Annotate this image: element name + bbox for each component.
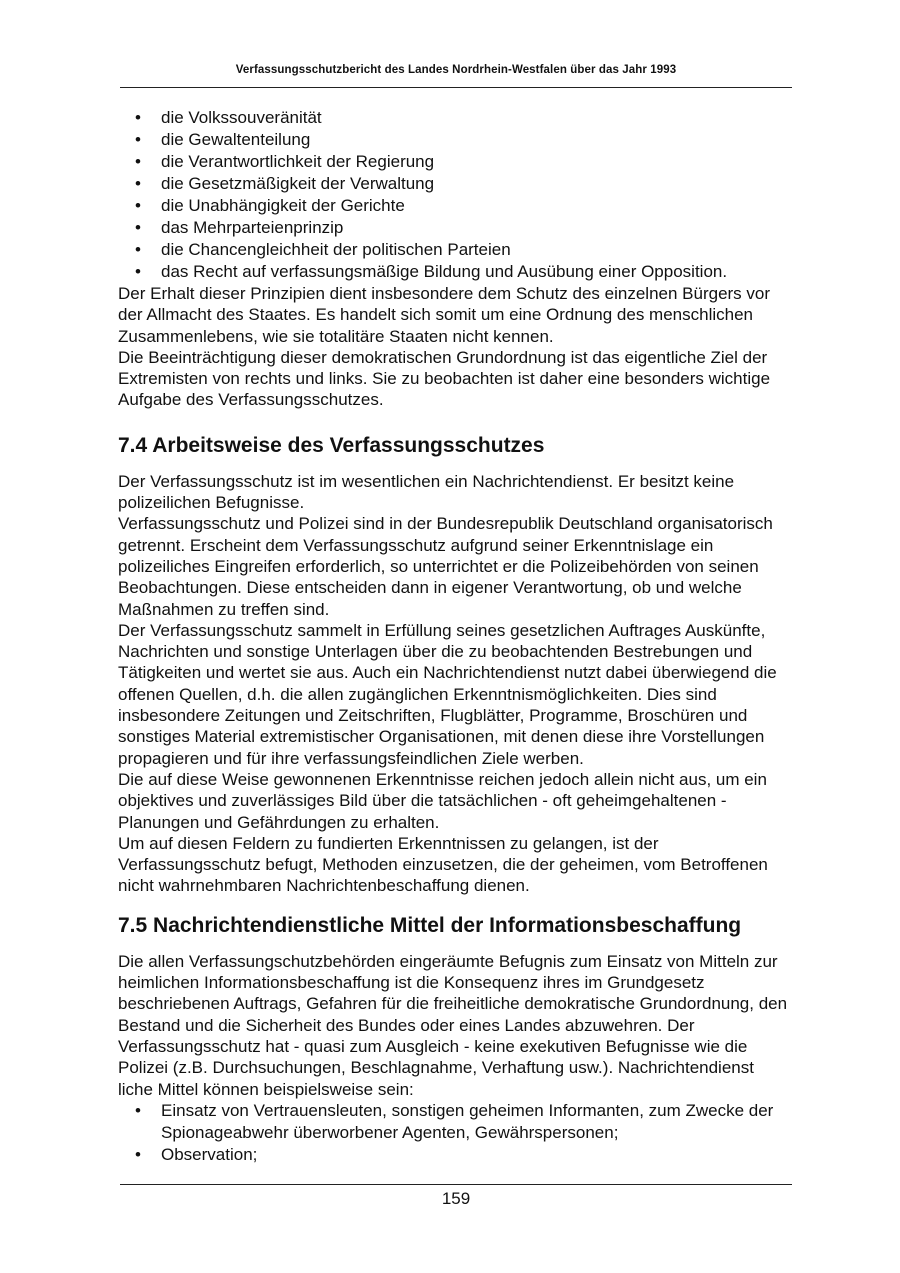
list-item: • die Unabhängigkeit der Gerichte xyxy=(118,195,790,217)
header-rule xyxy=(120,87,792,88)
list-item: • das Mehrparteienprinzip xyxy=(118,217,790,239)
page-number: 159 xyxy=(441,1189,471,1208)
page-body xyxy=(118,107,790,1166)
paragraph: Die allen Verfassungschutzbehörden eingeräumte Befugnis zum Einsatz von Mitteln zur heimlichen Informationsbeschaffung ist die Konsequenz ihres im Grundgesetz beschriebenen Auftrags, Gefahren für die freiheitliche demokratische Grundordnung, den Bestand und die Sicherheit des Bundes oder eines Landes abzuwehren. Der Verfassungsschutz hat - quasi zum Ausgleich - keine exekutiven Befugnisse wie die Polizei (z.B. Durchsuchungen, Beschlagnahme, Verhaftung usw.). Nachrichtendienst liche Mittel können beispielsweise sein: xyxy=(118,951,788,1099)
list-item: • die Volkssouveränität xyxy=(118,107,790,129)
principles-list xyxy=(118,107,790,283)
paragraph: Der Verfassungsschutz sammelt in Erfüllung seines gesetzlichen Auftrages Auskünfte, Nachrichten und sonstige Unterlagen über die zu beobachtenden Bestrebungen und Tätigkeiten und wertet sie aus. Auch ein Nachrichtendienst nutzt dabei überwiegend die offenen Quellen, d.h. die allen zugänglichen Erkenntnismöglichkeiten. Dies sind insbesondere Zeitungen und Zeitschriften, Flugblätter, Programme, Broschüren und sonstiges Material extremistischer Organisationen, mit denen diese ihre Vorstellungen propagieren und für ihre verfassungsfeindlichen Ziele werben. xyxy=(118,620,777,768)
list-item: • Einsatz von Vertrauensleuten, sonstigen geheimen Informanten, zum Zwecke der Spionageabwehr überworbener Agenten, Gewährspersonen; xyxy=(118,1100,790,1144)
list-item: • Observation; xyxy=(118,1144,790,1166)
paragraph: Um auf diesen Feldern zu fundierten Erkenntnissen zu gelangen, ist der Verfassungsschutz befugt, Methoden einzusetzen, die der geheimen, vom Betroffenen nicht wahrnehmbaren Nachrichtenbeschaffung dienen. xyxy=(118,833,768,896)
list-item: • die Gewaltenteilung xyxy=(118,129,790,151)
running-header: Verfassungsschutzbericht des Landes Nordrhein-Westfalen über das Jahr 1993 xyxy=(235,64,677,76)
section-heading-7-5: 7.5 Nachrichtendienstliche Mittel der Informationsbeschaffung xyxy=(118,913,742,937)
list-item: • das Recht auf verfassungsmäßige Bildung und Ausübung einer Opposition. xyxy=(118,261,790,283)
paragraph: Der Erhalt dieser Prinzipien dient insbesondere dem Schutz des einzelnen Bürgers vor der Allmacht des Staates. Es handelt sich somit um eine Ordnung des menschlichen Zusammenlebens, wie sie totalitäre Staaten nicht kennen. xyxy=(118,284,771,346)
paragraph: Die auf diese Weise gewonnenen Erkenntnisse reichen jedoch allein nicht aus, um ein objektives und zuverlässiges Bild über die tatsächlichen - oft geheimgehaltenen - Planungen und Gefährdungen zu erhalten. xyxy=(118,769,767,832)
paragraph: Die Beeinträchtigung dieser demokratischen Grundordnung ist das eigentliche Ziel der Extremisten von rechts und links. Sie zu beobachten ist daher eine besonders wichtige Aufgabe des Verfassungsschutzes. xyxy=(118,347,771,410)
paragraph: Verfassungsschutz und Polizei sind in der Bundesrepublik Deutschland organisatorisch getrennt. Erscheint dem Verfassungsschutz aufgrund seiner Erkenntnislage ein polizeiliches Eingreifen erforderlich, so unterrichtet er die Polizeibehörden von seinen Beobachtungen. Diese entscheiden dann in eigener Verantwortung, ob und welche Maßnahmen zu treffen sind. xyxy=(118,514,773,619)
footer-rule xyxy=(120,1184,792,1185)
list-item: • die Chancengleichheit der politischen Parteien xyxy=(118,239,790,261)
list-item: • die Verantwortlichkeit der Regierung xyxy=(118,151,790,173)
section-heading-7-4: 7.4 Arbeitsweise des Verfassungsschutzes xyxy=(118,433,545,457)
means-list xyxy=(118,1100,790,1166)
paragraph: Der Verfassungsschutz ist im wesentlichen ein Nachrichtendienst. Er besitzt keine polizeilichen Befugnisse. xyxy=(118,471,735,513)
list-item: • die Gesetzmäßigkeit der Verwaltung xyxy=(118,173,790,195)
